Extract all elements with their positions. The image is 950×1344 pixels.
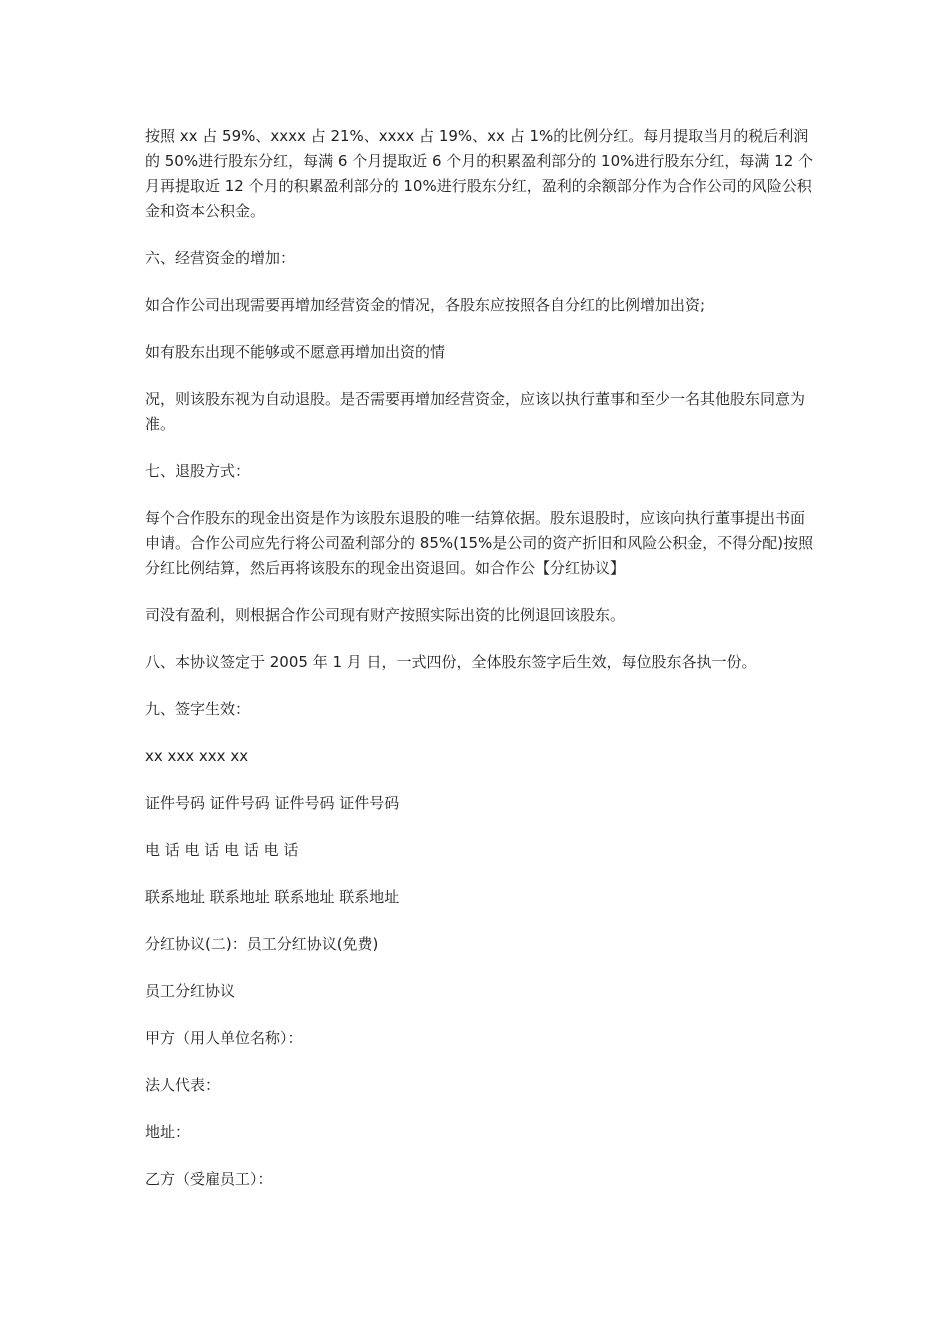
party-a-name: 甲方（用人单位名称）： [145,1029,303,1047]
heading-section-9: 九、签字生效： [145,700,251,718]
document-body [145,124,815,1214]
heading-section-7: 七、退股方式： [145,462,251,480]
signature-names: xx xxx xxx xx [145,747,249,765]
paragraph-no-profit: 司没有盈利，则根据合作公司现有财产按照实际出资的比例退回该股东。 [145,606,626,624]
title-employee-agreement: 员工分红协议 [145,982,236,1000]
signature-phones: 电 话 电 话 电 话 电 话 [145,841,299,859]
paragraph-capital-increase: 如合作公司出现需要再增加经营资金的情况，各股东应按照各自分红的比例增加出资; [145,296,706,314]
signature-addresses: 联系地址 联系地址 联系地址 联系地址 [145,888,400,906]
party-b-name: 乙方（受雇员工）： [145,1170,273,1188]
paragraph-withdraw-method: 每个合作股东的现金出资是作为该股东退股的唯一结算依据。股东退股时，应该向执行董事提出书面申请。合作公司应先行将公司盈利部分的 85%(15%是公司的资产折旧和风险公积金，不得分配)按照分红比例结算，然后再将该股东的现金出资退回。如合作公【分红协议】 [145,509,814,577]
signature-id-numbers: 证件号码 证件号码 证件号码 证件号码 [145,794,400,812]
paragraph-section-8: 八、本协议签定于 2005 年 1 月 日，一式四份，全体股东签字后生效，每位股东各执一份。 [145,653,757,671]
paragraph-auto-withdraw: 况，则该股东视为自动退股。是否需要再增加经营资金，应该以执行董事和至少一名其他股东同意为准。 [145,390,806,433]
heading-agreement-2: 分红协议(二)：员工分红协议(免费) [145,935,379,953]
address-label: 地址： [145,1123,191,1141]
paragraph-cannot-increase: 如有股东出现不能够或不愿意再增加出资的情 [145,343,446,361]
heading-section-6: 六、经营资金的增加： [145,249,296,267]
paragraph-dividend-ratio: 按照 xx 占 59%、xxxx 占 21%、xxxx 占 19%、xx 占 1%的比例分红。每月提取当月的税后利润的 50%进行股东分红，每满 6 个月提取近 6 个月的积累盈利部分的 10%进行股东分红，每满 12 个月再提取近 12 个月的积累盈利部分的 10%进行股东分红，盈利的余额部分作为合作公司的风险公积金和资本公积金。 [145,127,814,220]
legal-representative: 法人代表： [145,1076,221,1094]
